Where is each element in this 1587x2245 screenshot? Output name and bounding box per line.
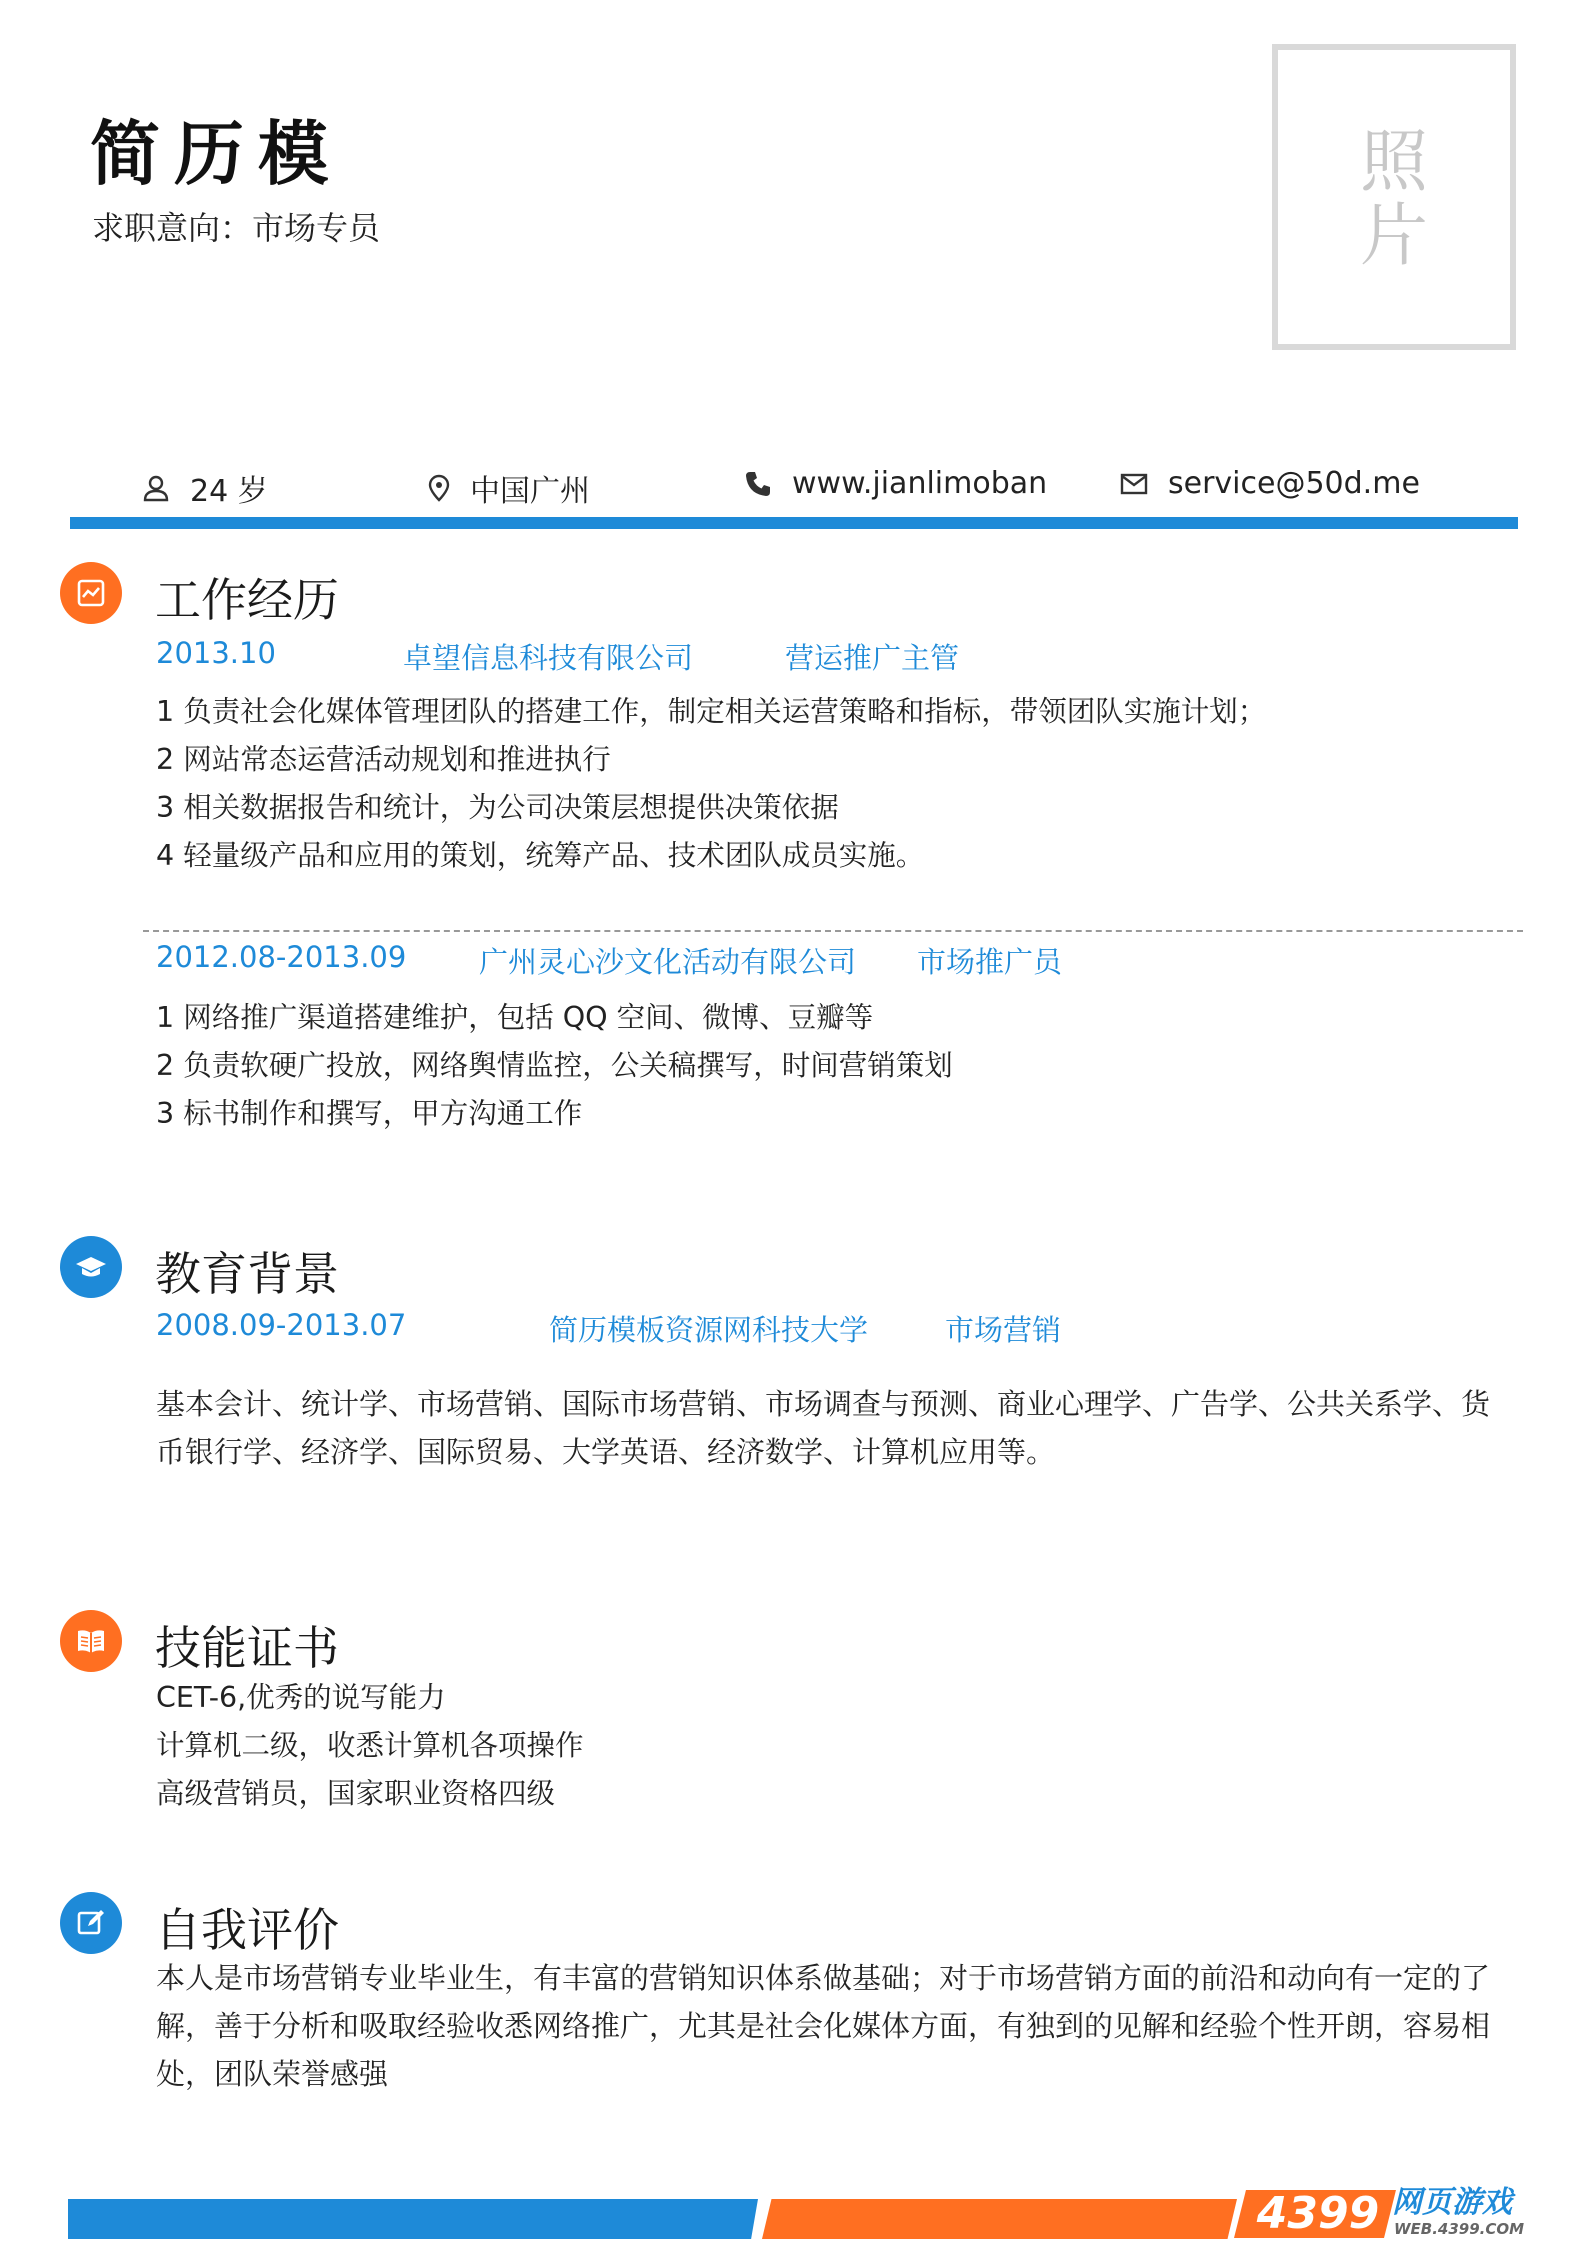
- job1-duties: [156, 688, 1266, 880]
- self-section-title: 自我评价: [155, 1903, 339, 1957]
- footer-blue-bar: [68, 2199, 758, 2239]
- list-item: 3 标书制作和撰写，甲方沟通工作: [156, 1097, 583, 1130]
- location-text: 中国广州: [470, 474, 590, 509]
- list-item: 高级营销员，国家职业资格四级: [156, 1777, 556, 1810]
- skills-list: [156, 1674, 584, 1818]
- job-divider: [143, 930, 1523, 932]
- job2-date: 2012.08-2013.09: [156, 940, 407, 974]
- logo-text: 网页游戏: [1392, 2185, 1512, 2220]
- photo-label: 照片: [1360, 123, 1429, 276]
- resume-name: 简历模: [90, 113, 342, 195]
- edu-courses: 基本会计、统计学、市场营销、国际市场营销、市场调查与预测、商业心理学、广告学、公共关系学、货币银行学、经济学、国际贸易、大学英语、经济数学、计算机应用等。: [156, 1387, 1491, 1469]
- location-pin-icon: [428, 474, 450, 502]
- edu-section-icon: [60, 1236, 122, 1298]
- list-item: 2 网站常态运营活动规划和推进执行: [156, 743, 611, 776]
- job2-company: 广州灵心沙文化活动有限公司: [479, 945, 857, 979]
- skills-section-title: 技能证书: [155, 1621, 339, 1675]
- info-location: [428, 466, 590, 510]
- phone-icon: [744, 470, 772, 498]
- list-item: 1 负责社会化媒体管理团队的搭建工作，制定相关运营策略和指标，带领团队实施计划；: [156, 695, 1267, 728]
- edu-school: 简历模板资源网科技大学: [549, 1313, 869, 1347]
- list-item: 2 负责软硬广投放，网络舆情监控，公关稿撰写，时间营销策划: [156, 1049, 953, 1082]
- website-text[interactable]: www.jianlimoban: [792, 466, 1048, 501]
- job2-role: 市场推广员: [917, 945, 1063, 979]
- edit-icon: [76, 1908, 106, 1938]
- chart-icon: [76, 578, 106, 608]
- edu-major: 市场营销: [945, 1313, 1062, 1347]
- info-email: [1120, 466, 1420, 501]
- skills-section-icon: [60, 1610, 122, 1672]
- brand-logo: [1240, 2186, 1530, 2242]
- job1-role: 营运推广主管: [785, 641, 960, 675]
- footer-orange-bar: [762, 2199, 1237, 2239]
- list-item: 1 网络推广渠道搭建维护，包括 QQ 空间、微博、豆瓣等: [156, 1001, 874, 1034]
- job1-date: 2013.10: [156, 636, 276, 670]
- info-website: [744, 466, 1047, 501]
- logo-url: WEB.4399.COM: [1394, 2220, 1525, 2238]
- edu-section-title: 教育背景: [155, 1247, 339, 1301]
- job2-duties: [156, 994, 953, 1138]
- work-section-icon: [60, 562, 122, 624]
- job1-company: 卓望信息科技有限公司: [403, 641, 694, 675]
- self-evaluation-text: 本人是市场营销专业毕业生，有丰富的营销知识体系做基础；对于市场营销方面的前沿和动向有一定的了解，善于分析和吸取经验收悉网络推广，尤其是社会化媒体方面，有独到的见解和经验个性开朗，容易相处，团队荣誉感强: [156, 1961, 1491, 2091]
- list-item: 计算机二级，收悉计算机各项操作: [156, 1729, 584, 1762]
- info-age: [142, 466, 268, 510]
- person-icon: [142, 474, 170, 502]
- header-divider: [70, 517, 1518, 529]
- list-item: 3 相关数据报告和统计，为公司决策层想提供决策依据: [156, 791, 839, 824]
- photo-placeholder: [1272, 44, 1516, 350]
- work-section-title: 工作经历: [155, 573, 339, 627]
- graduation-cap-icon: [74, 1254, 108, 1280]
- edu-date: 2008.09-2013.07: [156, 1308, 407, 1342]
- job-intent: 求职意向：市场专员: [92, 209, 381, 247]
- list-item: CET-6,优秀的说写能力: [156, 1681, 446, 1714]
- email-text[interactable]: service@50d.me: [1168, 466, 1420, 501]
- logo-number: 4399: [1256, 2188, 1380, 2239]
- mail-icon: [1120, 473, 1148, 495]
- book-icon: [75, 1627, 107, 1655]
- list-item: 4 轻量级产品和应用的策划，统筹产品、技术团队成员实施。: [156, 839, 925, 872]
- self-section-icon: [60, 1892, 122, 1954]
- age-text: 24 岁: [190, 474, 268, 509]
